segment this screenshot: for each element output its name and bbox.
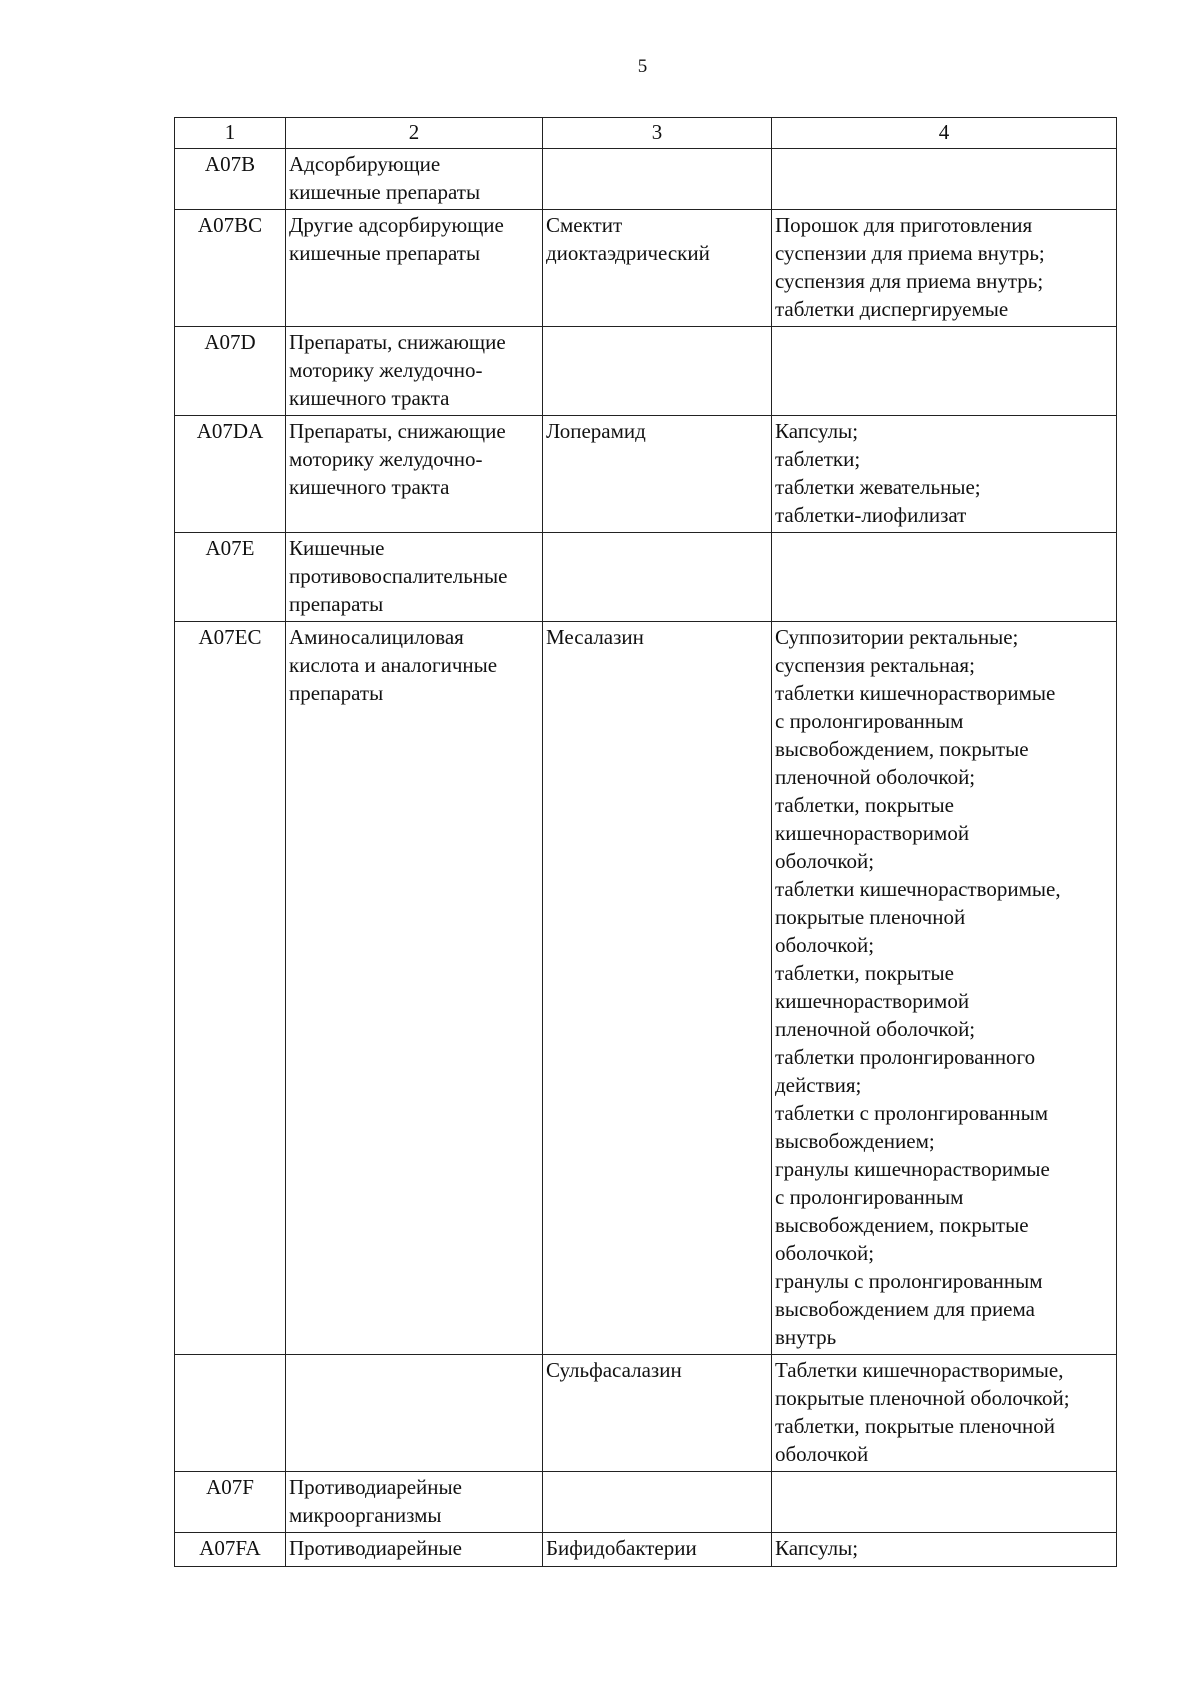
- group-name-line: Противодиарейные: [289, 1536, 462, 1560]
- dosage-forms-line: Таблетки кишечнорастворимые,: [775, 1358, 1064, 1382]
- table-row: [175, 149, 1117, 210]
- dosage-forms-line: пленочной оболочкой;: [775, 765, 976, 789]
- group-name-line: Адсорбирующие: [289, 152, 441, 176]
- column-number-4: 4: [772, 118, 1117, 149]
- drug-name-cell: [543, 210, 772, 327]
- drug-name-cell: [543, 149, 772, 210]
- drug-name-line: Лоперамид: [546, 419, 646, 443]
- dosage-forms-line: Суппозитории ректальные;: [775, 625, 1019, 649]
- group-name-cell: [286, 416, 543, 533]
- column-number-1: 1: [175, 118, 286, 149]
- dosage-forms-line: суспензии для приема внутрь;: [775, 241, 1045, 265]
- group-name-line: противовоспалительные: [289, 564, 508, 588]
- dosage-forms-line: действия;: [775, 1073, 862, 1097]
- atc-code-cell: A07E: [175, 533, 286, 622]
- dosage-forms-line: покрытые пленочной оболочкой;: [775, 1386, 1070, 1410]
- group-name-cell: [286, 149, 543, 210]
- dosage-forms-line: Капсулы;: [775, 419, 859, 443]
- table-row: [175, 210, 1117, 327]
- group-name-line: кишечные препараты: [289, 180, 481, 204]
- dosage-forms-line: таблетки пролонгированного: [775, 1045, 1036, 1069]
- dosage-forms-line: таблетки;: [775, 447, 861, 471]
- dosage-forms-line: гранулы кишечнорастворимые: [775, 1157, 1050, 1181]
- drug-name-line: диоктаэдрический: [546, 241, 710, 265]
- table-row: [175, 416, 1117, 533]
- dosage-forms-line: таблетки-лиофилизат: [775, 503, 967, 527]
- dosage-forms-line: с пролонгированным: [775, 709, 964, 733]
- dosage-forms-cell: [772, 533, 1117, 622]
- dosage-forms-line: таблетки, покрытые: [775, 793, 954, 817]
- dosage-forms-line: таблетки, покрытые: [775, 961, 954, 985]
- dosage-forms-line: таблетки кишечнорастворимые: [775, 681, 1056, 705]
- table-row: [175, 1472, 1117, 1533]
- drug-name-cell: [543, 327, 772, 416]
- atc-code-cell: A07DA: [175, 416, 286, 533]
- atc-code-cell: A07B: [175, 149, 286, 210]
- dosage-forms-cell: [772, 1355, 1117, 1472]
- atc-code-cell: A07FA: [175, 1533, 286, 1567]
- atc-code-cell: A07F: [175, 1472, 286, 1533]
- table-row: [175, 1533, 1117, 1567]
- dosage-forms-line: таблетки, покрытые пленочной: [775, 1414, 1056, 1438]
- group-name-cell: [286, 1533, 543, 1567]
- dosage-forms-line: оболочкой: [775, 1442, 869, 1466]
- group-name-cell: [286, 1472, 543, 1533]
- table-header-row: [175, 118, 1117, 149]
- group-name-cell: [286, 210, 543, 327]
- dosage-forms-line: внутрь: [775, 1325, 837, 1349]
- dosage-forms-line: высвобождением, покрытые: [775, 1213, 1029, 1237]
- atc-code-cell: [175, 1355, 286, 1472]
- group-name-line: Другие адсорбирующие: [289, 213, 504, 237]
- atc-code-cell: A07D: [175, 327, 286, 416]
- group-name-cell: [286, 622, 543, 1355]
- dosage-forms-line: оболочкой;: [775, 849, 875, 873]
- dosage-forms-line: Капсулы;: [775, 1536, 859, 1560]
- dosage-forms-line: высвобождением;: [775, 1129, 935, 1153]
- dosage-forms-line: гранулы с пролонгированным: [775, 1269, 1043, 1293]
- dosage-forms-line: суспензия для приема внутрь;: [775, 269, 1044, 293]
- column-number-2: 2: [286, 118, 543, 149]
- drug-name-cell: [543, 1355, 772, 1472]
- table-body: [175, 149, 1117, 1567]
- group-name-line: микроорганизмы: [289, 1503, 442, 1527]
- dosage-forms-cell: [772, 149, 1117, 210]
- dosage-forms-line: таблетки диспергируемые: [775, 297, 1009, 321]
- dosage-forms-line: высвобождением для приема: [775, 1297, 1035, 1321]
- group-name-line: кислота и аналогичные: [289, 653, 498, 677]
- dosage-forms-line: с пролонгированным: [775, 1185, 964, 1209]
- atc-code-cell: A07EC: [175, 622, 286, 1355]
- page-number: 5: [637, 56, 648, 77]
- group-name-line: Кишечные: [289, 536, 385, 560]
- group-name-cell: [286, 533, 543, 622]
- dosage-forms-line: суспензия ректальная;: [775, 653, 975, 677]
- dosage-forms-cell: [772, 1472, 1117, 1533]
- group-name-cell: [286, 1355, 543, 1472]
- column-number-3: 3: [543, 118, 772, 149]
- dosage-forms-line: кишечнорастворимой: [775, 989, 970, 1013]
- dosage-forms-line: таблетки кишечнорастворимые,: [775, 877, 1061, 901]
- drug-name-cell: [543, 416, 772, 533]
- group-name-line: Противодиарейные: [289, 1475, 462, 1499]
- table-row: [175, 1355, 1117, 1472]
- group-name-cell: [286, 327, 543, 416]
- dosage-forms-line: таблетки с пролонгированным: [775, 1101, 1049, 1125]
- drug-name-line: Бифидобактерии: [546, 1536, 697, 1560]
- group-name-line: кишечные препараты: [289, 241, 481, 265]
- table-row: [175, 622, 1117, 1355]
- dosage-forms-cell: [772, 1533, 1117, 1567]
- drug-name-line: Сульфасалазин: [546, 1358, 682, 1382]
- drug-name-cell: [543, 533, 772, 622]
- dosage-forms-line: покрытые пленочной: [775, 905, 966, 929]
- group-name-line: препараты: [289, 592, 384, 616]
- group-name-line: Аминосалициловая: [289, 625, 464, 649]
- group-name-line: Препараты, снижающие: [289, 330, 506, 354]
- group-name-line: кишечного тракта: [289, 386, 450, 410]
- group-name-line: моторику желудочно-: [289, 358, 483, 382]
- group-name-line: Препараты, снижающие: [289, 419, 506, 443]
- drug-name-cell: [543, 622, 772, 1355]
- drug-name-line: Смектит: [546, 213, 623, 237]
- dosage-forms-cell: [772, 327, 1117, 416]
- dosage-forms-cell: [772, 416, 1117, 533]
- dosage-forms-cell: [772, 622, 1117, 1355]
- dosage-forms-line: Порошок для приготовления: [775, 213, 1033, 237]
- group-name-line: препараты: [289, 681, 384, 705]
- drug-name-line: Месалазин: [546, 625, 644, 649]
- dosage-forms-line: пленочной оболочкой;: [775, 1017, 976, 1041]
- table-row: [175, 327, 1117, 416]
- dosage-forms-line: высвобождением, покрытые: [775, 737, 1029, 761]
- dosage-forms-cell: [772, 210, 1117, 327]
- drug-table: [174, 117, 1117, 1567]
- drug-name-cell: [543, 1472, 772, 1533]
- group-name-line: кишечного тракта: [289, 475, 450, 499]
- group-name-line: моторику желудочно-: [289, 447, 483, 471]
- table-row: [175, 533, 1117, 622]
- dosage-forms-line: оболочкой;: [775, 933, 875, 957]
- drug-name-cell: [543, 1533, 772, 1567]
- dosage-forms-line: оболочкой;: [775, 1241, 875, 1265]
- dosage-forms-line: кишечнорастворимой: [775, 821, 970, 845]
- dosage-forms-line: таблетки жевательные;: [775, 475, 981, 499]
- atc-code-cell: A07BC: [175, 210, 286, 327]
